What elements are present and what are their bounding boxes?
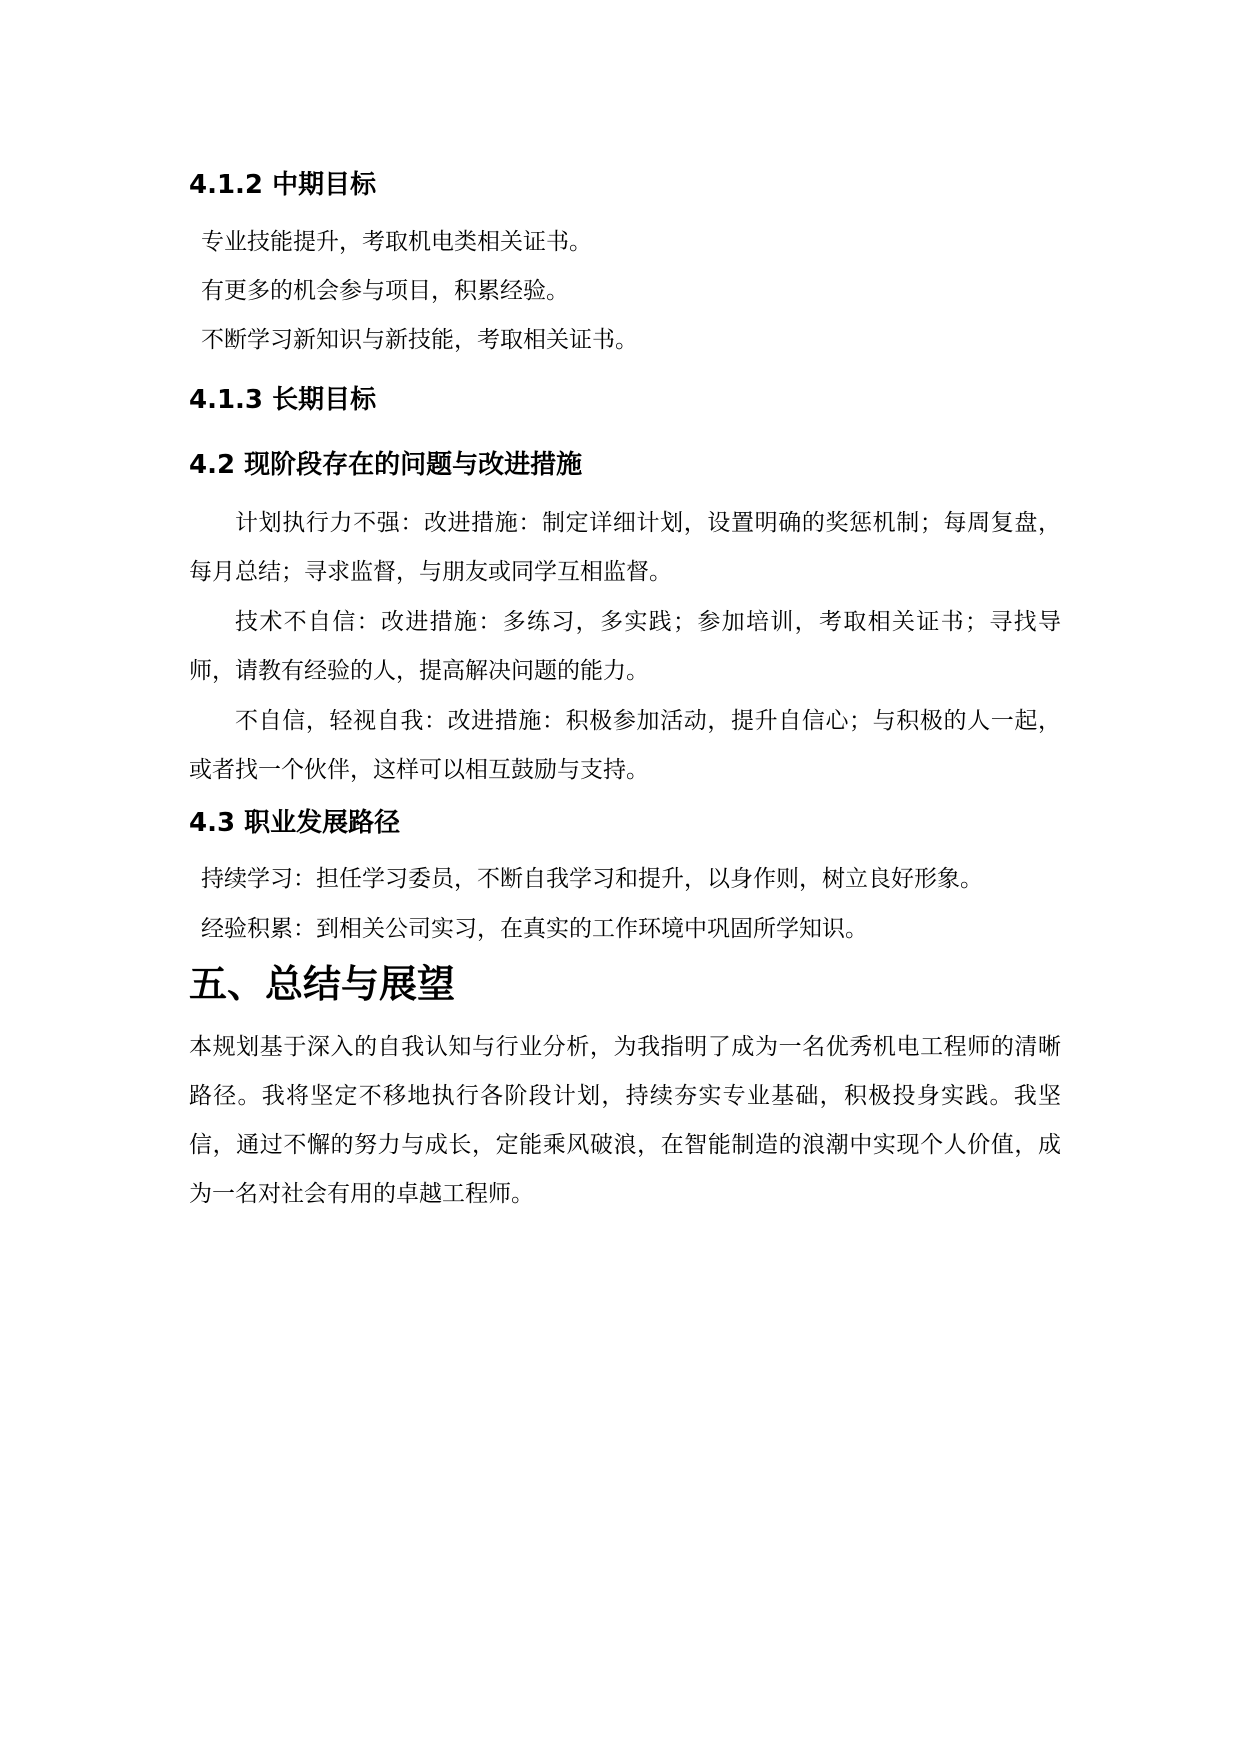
mid-term-item-1: 专业技能提升，考取机电类相关证书。 (201, 229, 592, 255)
mid-term-item-3: 不断学习新知识与新技能，考取相关证书。 (201, 327, 638, 353)
heading-mid-term-goals: 4.1.2 中期目标 (189, 170, 377, 200)
heading-problems-and-improvements: 4.2 现阶段存在的问题与改进措施 (189, 450, 583, 480)
problem-paragraph-2: 技术不自信：改进措施：多练习，多实践；参加培训，考取相关证书；寻找导师，请教有经验的人，提高解决问题的能力。 (189, 609, 1061, 684)
career-path-item-1: 持续学习：担任学习委员，不断自我学习和提升，以身作则，树立良好形象。 (201, 866, 983, 892)
summary-paragraph: 本规划基于深入的自我认知与行业分析，为我指明了成为一名优秀机电工程师的清晰路径。我将坚定不移地执行各阶段计划，持续夯实专业基础，积极投身实践。我坚信，通过不懈的努力与成长，定能乘风破浪，在智能制造的浪潮中实现个人价值，成为一名对社会有用的卓越工程师。 (189, 1034, 1061, 1207)
mid-term-item-2: 有更多的机会参与项目，积累经验。 (201, 278, 569, 304)
heading-career-path: 4.3 职业发展路径 (189, 808, 401, 838)
heading-long-term-goals: 4.1.3 长期目标 (189, 385, 377, 415)
career-path-item-2: 经验积累：到相关公司实习，在真实的工作环境中巩固所学知识。 (201, 916, 868, 942)
problem-paragraph-1: 计划执行力不强：改进措施：制定详细计划，设置明确的奖惩机制；每周复盘，每月总结；寻求监督，与朋友或同学互相监督。 (189, 510, 1061, 585)
problem-paragraph-3: 不自信，轻视自我：改进措施：积极参加活动，提升自信心；与积极的人一起，或者找一个伙伴，这样可以相互鼓励与支持。 (189, 708, 1061, 783)
heading-summary-outlook: 五、总结与展望 (189, 962, 456, 1006)
